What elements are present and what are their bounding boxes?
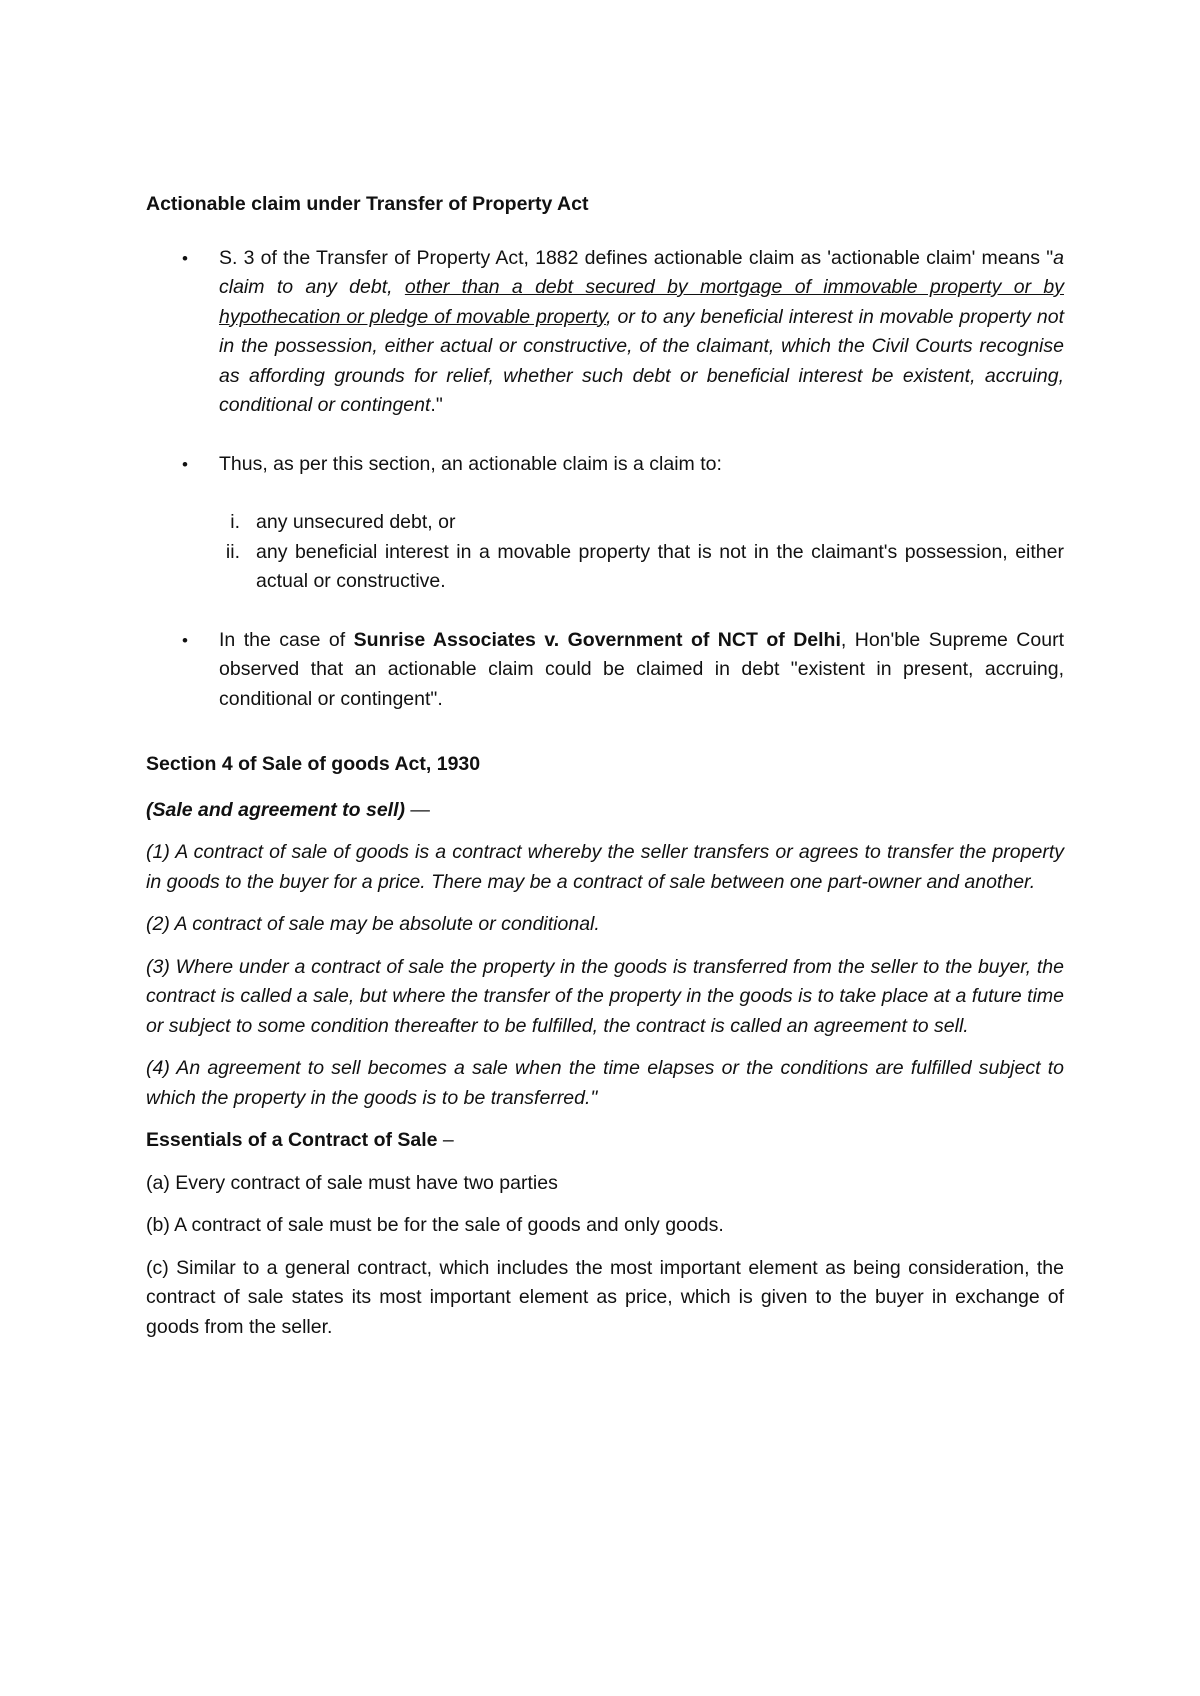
case-intro-text: In the case of [219,628,354,651]
sale-clause-4 [146,1054,1064,1113]
definition-italic-text-continued: , or to any beneficial interest in movable property not in the possession, either actual or constructive, of the claimant, which the Civil Courts recognise as affording grounds for relief, whether such debt or beneficial interest be existent, accruing, conditional or contingent [219,305,1064,416]
sale-clause-text: (3) Where under a contract of sale the property in the goods is transferred from the seller to the buyer, the contract is called a sale, but where the transfer of the property in the goods is to take place at a future time or subject to some condition thereafter to be fulfilled, the contract is called an agreement to sell. [146,955,1064,1037]
bullet-item-claim-to [146,450,1064,480]
definition-italic-text: a claim to any debt, [219,246,1064,298]
essentials-heading-text: Essentials of a Contract of Sale [146,1129,438,1151]
essentials-heading-dash: – [437,1129,454,1151]
case-name: Sunrise Associates v. Government of NCT of Delhi [353,628,841,651]
sale-clause-text: (4) An agreement to sell becomes a sale when the time elapses or the conditions are fulfilled subject to which the property in the goods is to be transferred." [146,1057,1064,1109]
bullet-item-definition [146,244,1064,421]
sale-clause-text: (2) A contract of sale may be absolute or conditional. [146,913,600,935]
roman-numeral: i. [230,511,240,533]
claim-to-text: Thus, as per this section, an actionable claim is a claim to: [219,452,722,475]
bullet-icon: • [182,454,188,474]
sale-subheading [146,796,1064,826]
roman-list-text: any beneficial interest in a movable property that is not in the claimant's possession, either actual or constructive. [256,540,1064,592]
definition-intro-text: S. 3 of the Transfer of Property Act, 1882 defines actionable claim as 'actionable claim' means " [219,246,1054,269]
sale-clause-2 [146,910,1064,940]
essential-item-c: (c) Similar to a general contract, which includes the most important element as being consideration, the contract of sale states its most important element as price, which is given to the buyer in exchange of goods from the seller. [146,1256,1064,1338]
section-heading-essentials [146,1126,1064,1156]
bullet-icon: • [182,248,188,268]
sale-clause-text: (1) A contract of sale of goods is a contract whereby the seller transfers or agrees to transfer the property in goods to the buyer for a price. There may be a contract of sale between one part-owner and another. [146,841,1064,893]
essential-item-a: (a) Every contract of sale must have two parties [146,1171,558,1194]
roman-list-item [146,538,1064,597]
section-heading-sale-of-goods: Section 4 of Sale of goods Act, 1930 [146,753,481,775]
roman-list-text: any unsecured debt, or [256,511,456,533]
bullet-item-case-law [146,626,1064,715]
roman-list-item [146,508,1064,538]
definition-closing-text: ." [430,394,443,416]
case-observation-text: , Hon'ble Supreme Court observed that an actionable claim could be claimed in debt "existent in present, accruing, conditional or contingent". [219,628,1064,710]
sale-clause-1 [146,838,1064,897]
roman-numeral: ii. [225,540,240,563]
document-body [146,190,1064,1342]
sale-subheading-dash: — [405,798,430,821]
bullet-icon: • [182,630,188,650]
sale-subheading-text: (Sale and agreement to sell) [146,798,405,821]
essential-item-b: (b) A contract of sale must be for the sale of goods and only goods. [146,1214,724,1236]
section-heading-actionable-claim: Actionable claim under Transfer of Property Act [146,193,589,215]
sale-clause-3 [146,953,1064,1042]
definition-underlined-text: other than a debt secured by mortgage of immovable property or by hypothecation or pledge of movable property [219,276,1064,328]
